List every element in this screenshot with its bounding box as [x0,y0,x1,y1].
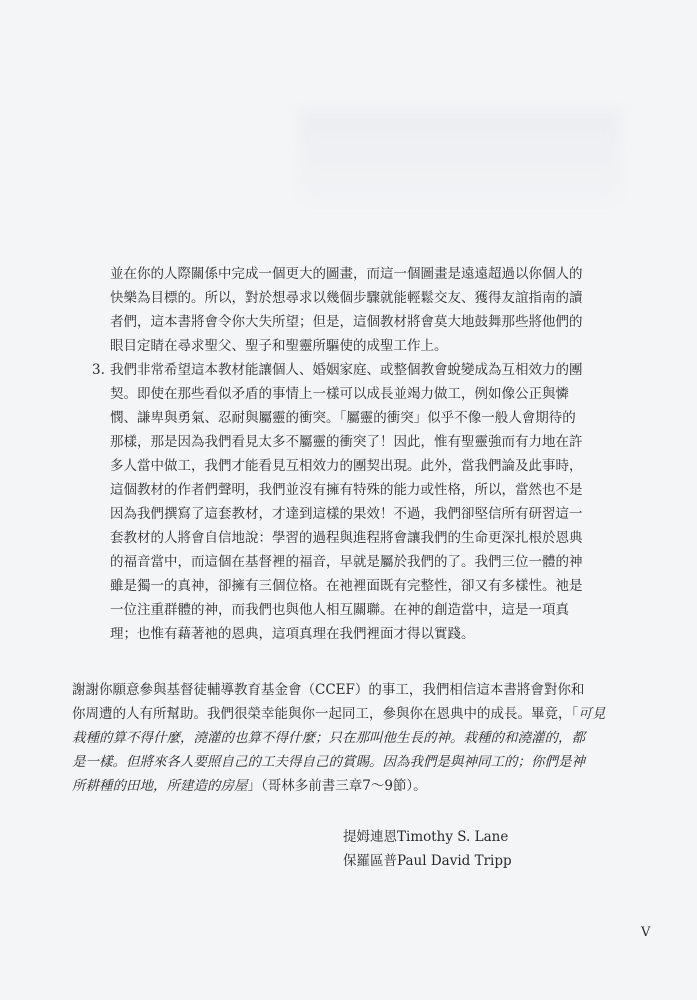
scripture-citation: 」（哥林多前書三章7～9節）。 [247,778,427,794]
thanks-paragraph [72,678,632,798]
paragraph-continuation: 並在你的人際關係中完成一個更大的圖畫，而這一個圖畫是遠遠超過以你個人的 快樂為目標的。所以，對於想尋求以幾個步驟就能輕鬆交友、獲得友誼指南的讀 者們，這本書將會令你大失所望；但是，這個教材將會莫大地鼓舞那些將他們的 眼目定睛在尋求聖父、聖子和聖靈所驅使的成聖工作上。 [110,266,583,354]
signature-lane: 提姆連恩Timothy S. Lane [343,829,509,845]
page-number: V [641,925,651,940]
thanks-text: 謝謝你願意參與基督徒輔導教育基金會（CCEF）的事工，我們相信這本書將會對你和 你周遭的人有所幫助。我們很榮幸能與你一起同工，參與你在恩典中的成長。畢竟，「 [72,682,585,722]
scripture-quote: 可見 栽種的算不得什麼，澆灌的也算不得什麼；只在那叫他生長的神。栽種的和澆灌的，都 是一樣。但將來各人要照自己的工夫得自己的賞賜。因為我們是與神同工的；你們是神 所耕種的田地，所建造的房屋 [72,706,606,794]
list-item-3: 我們非常希望這本教材能讓個人、婚姻家庭、或整個教會蛻變成為互相效力的團 契。即使在那些看似矛盾的事情上一樣可以成長並竭力做工，例如像公正與憐 憫、謙卑與勇氣、忍耐與屬靈的衝突。「屬靈的衝突」似乎不像一般人會期待的 那樣，那是因為我們看見太多不屬靈的衝突了！因此，惟有聖靈強而有力地在許 多人當中做工，我們才能看見互相效力的團契出現。此外，當我們論及此事時， 這個教材的作者們聲明，我們並沒有擁有特殊的能力或性格，所以，當然也不是 因為我們撰寫了這套教材，才達到這樣的果效！不過，我們卻堅信所有研習這一 套教材的人將會自信地說：學習的過程與進程將會讓我們的生命更深扎根於恩典 的福音當中，而這個在基督裡的福音，早就是屬於我們的了。我們三位一體的神 雖是獨一的真神，卻擁有三個位格。在祂裡面既有完整性，卻又有多樣性。祂是 一位注重群體的神，而我們也與他人相互關聯。在神的創造當中，這是一項真 理；也惟有藉著祂的恩典，這項真理在我們裡面才得以實踐。 [110,362,583,642]
show-through-shadow [300,110,620,200]
list-number: 3. [92,362,105,378]
signature-tripp: 保羅區普Paul David Tripp [343,853,512,869]
